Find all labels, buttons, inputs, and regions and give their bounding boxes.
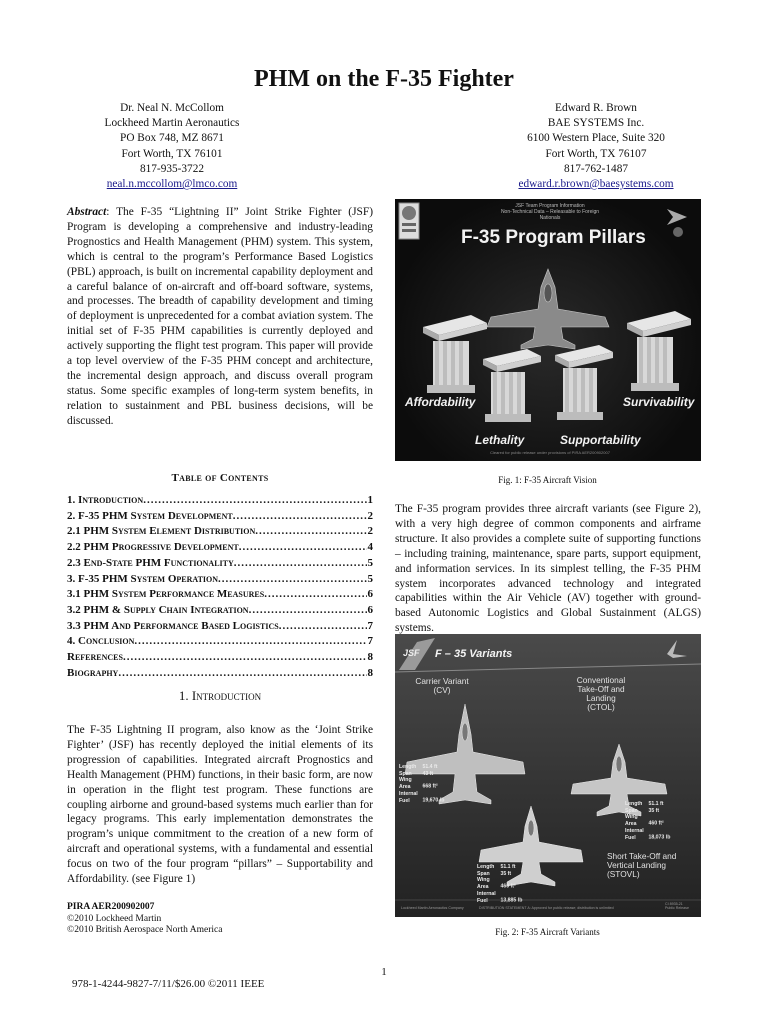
- toc-entry-page: 2: [367, 525, 373, 538]
- pillar-label-survivability: Survivability: [623, 395, 695, 409]
- slide-title: F – 35 Variants: [435, 648, 513, 660]
- toc-entry-label: 2.3 End-State PHM Functionality: [67, 556, 234, 569]
- pillar-icon: [555, 345, 613, 420]
- toc-leader-dots: [279, 619, 367, 635]
- toc-leader-dots: [233, 509, 367, 525]
- toc-entry[interactable]: [67, 556, 373, 572]
- toc-entry[interactable]: [67, 524, 373, 540]
- author-name: Edward R. Brown: [555, 102, 637, 114]
- toc-leader-dots: [234, 556, 367, 572]
- author-phone: 817-762-1487: [563, 162, 628, 175]
- copyright-line: ©2010 British Aerospace North America: [67, 925, 223, 936]
- toc-entry-label: 2. F-35 PHM System Development: [67, 509, 233, 522]
- toc-entry-page: 5: [367, 556, 373, 569]
- spec-key: Internal Fuel: [399, 790, 418, 804]
- spec-table-ctol: [625, 801, 670, 841]
- toc-leader-dots: [249, 603, 367, 619]
- slide-title: F-35 Program Pillars: [461, 227, 646, 248]
- copyright-block: [67, 902, 373, 937]
- spec-value: 35 ft: [500, 870, 512, 877]
- toc-entry[interactable]: [67, 509, 373, 525]
- slide-header-line: JSF Team Program Information: [515, 203, 585, 209]
- spec-value: 460 ft²: [500, 884, 516, 891]
- toc-entry-label: Biography: [67, 666, 119, 679]
- abstract-text: The F-35 “Lightning II” Joint Strike Fighter (JSF) Program is developing a comprehensive and industry-leading Prognostics and Health Management (PHM) system. This system, which is central to the program’s Performance Based Logistics (PBL) approach, is built on incremental capability deployment and a careful balance of on-aircraft and off-board software, systems, and processes. The breadth of capability development and timing of deployment is unprecedented for a combat aviation system. The initial set of F-35 PHM capabilities is currently deployed and actively supporting the flight test program. This paper will provide a top level overview of the F-35 PHM concept and architecture, the incremental design approach, and discuss overall program status. Some specific examples of long-term system benefits, in relation to sustainment and PBL business decisions, will be discussed.: [67, 206, 373, 427]
- spec-key: Wing Area: [625, 814, 638, 828]
- slide-footer: Cleared for public release under provisions of PIRA AER200902007: [490, 450, 610, 455]
- toc-leader-dots: [134, 634, 366, 650]
- figure-2-slide: [395, 634, 701, 917]
- toc-entry-page: 8: [367, 666, 373, 679]
- figure-1-slide: [395, 199, 701, 461]
- toc-entry-page: 8: [367, 651, 373, 664]
- toc-leader-dots: [255, 524, 366, 540]
- isbn-footer: 978-1-4244-9827-7/11/$26.00 ©2011 IEEE: [72, 978, 265, 990]
- toc-entry-label: 2.1 PHM System Element Distribution: [67, 525, 256, 538]
- author-email-link[interactable]: edward.r.brown@baesystems.com: [518, 178, 674, 191]
- spec-key: Length: [625, 801, 643, 807]
- spec-value: 460 ft²: [648, 821, 664, 828]
- author-block-2: [446, 101, 746, 192]
- slide-footer-company: Lockheed Martin Aeronautics Company: [401, 906, 464, 910]
- author-name: Dr. Neal N. McCollom: [120, 102, 224, 114]
- slide-footer-distribution: DISTRIBUTION STATEMENT A: Approved for public release; distribution is unlimited: [479, 906, 614, 910]
- variant-label-ctol: [561, 676, 641, 712]
- author-address-line: Fort Worth, TX 76107: [545, 147, 647, 160]
- toc-entry-page: 5: [367, 572, 373, 585]
- slide-footer-line: Public Release: [665, 906, 689, 910]
- toc-entry[interactable]: [67, 619, 373, 635]
- toc-entry[interactable]: [67, 587, 373, 603]
- table-of-contents: [67, 493, 373, 681]
- variant-label-line: Vertical Landing: [607, 860, 667, 870]
- variant-label-stovl: [607, 852, 697, 879]
- toc-entry[interactable]: [67, 493, 373, 509]
- toc-entry-label: 2.2 PHM Progressive Development: [67, 541, 239, 554]
- paper-title: PHM on the F-35 Fighter: [254, 66, 514, 92]
- spec-key: Internal Fuel: [625, 827, 644, 841]
- spec-key: Wing Area: [477, 877, 490, 891]
- toc-entry-label: 3.3 PHM And Performance Based Logistics: [67, 619, 279, 632]
- pillar-icon: [423, 315, 487, 393]
- spec-key: Internal Fuel: [477, 890, 496, 904]
- author-org: BAE SYSTEMS Inc.: [547, 117, 645, 130]
- variant-label-line: Take-Off and: [577, 684, 625, 694]
- spec-key: Span: [625, 807, 638, 814]
- spec-table-cv: [399, 764, 444, 804]
- toc-entry[interactable]: [67, 540, 373, 556]
- toc-entry-page: 7: [367, 619, 373, 632]
- author-address-line: PO Box 748, MZ 8671: [120, 132, 224, 145]
- variant-label-line: Conventional: [576, 675, 626, 685]
- toc-leader-dots: [218, 572, 366, 588]
- toc-leader-dots: [118, 666, 366, 682]
- pillar-label-affordability: Affordability: [405, 395, 476, 409]
- variant-label-cv: [401, 677, 483, 695]
- spec-key: Wing Area: [399, 777, 412, 791]
- toc-entry-page: 1: [367, 494, 373, 506]
- author-block-1: [22, 101, 322, 192]
- spec-key: Span: [477, 870, 490, 877]
- toc-leader-dots: [143, 493, 366, 509]
- toc-entry-label: 3. F-35 PHM System Operation: [67, 572, 219, 585]
- spec-value: 51.1 ft: [648, 801, 664, 807]
- toc-entry-label: 3.2 PHM & Supply Chain Integration: [67, 603, 249, 616]
- author-phone: 817-935-3722: [139, 162, 204, 175]
- author-address-line: 6100 Western Place, Suite 320: [527, 132, 665, 145]
- figure-2-caption: Fig. 2: F-35 Aircraft Variants: [495, 927, 600, 937]
- variant-label-line: (STOVL): [607, 869, 640, 879]
- section-heading: 1. Introduction: [178, 688, 262, 703]
- abstract-label: Abstract: [67, 206, 107, 218]
- variant-label-line: Landing: [586, 693, 616, 703]
- spec-key: Span: [399, 770, 412, 777]
- slide-header-line: Non-Technical Data – Releasable to Foreign Nationals: [500, 209, 600, 221]
- toc-entry-page: 6: [367, 603, 373, 616]
- slide-header: [490, 203, 610, 221]
- toc-entry-label: 4. Conclusion: [67, 635, 135, 648]
- slide-footer-line: CI 8935-21: [665, 902, 683, 906]
- spec-value: 19,670 lb: [422, 797, 445, 804]
- spec-value: 43 ft: [422, 770, 434, 777]
- spec-value: 51.1 ft: [500, 864, 516, 870]
- pillar-icon: [483, 349, 541, 422]
- spec-value: 13,885 lb: [500, 897, 523, 904]
- page-number: 1: [381, 966, 387, 978]
- spec-key: Length: [399, 764, 417, 770]
- author-email-link[interactable]: neal.n.mccollom@lmco.com: [106, 178, 238, 191]
- toc-entry-label: 3.1 PHM System Performance Measures: [67, 588, 265, 601]
- figure-1-caption: Fig. 1: F-35 Aircraft Vision: [498, 475, 597, 485]
- dod-seal-icon: [399, 203, 419, 239]
- spec-value: 18,073 lb: [648, 834, 671, 841]
- toc-entry[interactable]: [67, 666, 373, 682]
- toc-entry-label: 1. Introduction: [67, 494, 144, 506]
- toc-entry-page: 7: [367, 635, 373, 648]
- variant-label-line: Short Take-Off and: [607, 851, 677, 861]
- author-address-line: Fort Worth, TX 76101: [121, 147, 223, 160]
- toc-heading: Table of Contents: [171, 472, 269, 484]
- copyright-line: ©2010 Lockheed Martin: [67, 913, 162, 924]
- variant-label-line: (CV): [433, 685, 451, 695]
- spec-key: Length: [477, 864, 495, 870]
- toc-entry-page: 2: [367, 509, 373, 522]
- toc-entry-page: 4: [367, 541, 373, 554]
- pillar-label-supportability: Supportability: [560, 433, 641, 447]
- toc-entry[interactable]: [67, 650, 373, 666]
- toc-entry[interactable]: [67, 634, 373, 650]
- variants-paragraph: The F-35 program provides three aircraft variants (see Figure 2), with a very high degree of common components and airframe structure. It also provides a complete suite of supporting functions – including training, maintenance, spare parts, support equipment, and information services. In its simplest telling, the F-35 PHM system incorporates advanced technology and integrated capabilities within the Air Vehicle (AV) together with ground-based Autonomic Logistics and Global Sustainment (ALGS) systems.: [395, 503, 701, 635]
- toc-leader-dots: [239, 540, 367, 556]
- slide-footer-release: [665, 902, 689, 910]
- toc-entry-label: References: [67, 651, 123, 664]
- variant-label-line: Carrier Variant: [415, 676, 469, 686]
- pira-number: PIRA AER200902007: [67, 902, 155, 912]
- pillar-label-lethality: Lethality: [475, 433, 525, 447]
- spec-value: 668 ft²: [422, 784, 438, 791]
- variant-label-line: (CTOL): [587, 702, 615, 712]
- jsf-logo-icon: [667, 209, 687, 237]
- f35-aircraft-icon: [487, 269, 609, 349]
- author-org: Lockheed Martin Aeronautics: [104, 117, 240, 130]
- toc-entry[interactable]: [67, 572, 373, 588]
- pillar-icon: [627, 311, 691, 391]
- abstract: Abstract: The F-35 “Lightning II” Joint Strike Fighter (JSF) Program is developing a comprehensive and industry-leading Prognostics and Health Management (PHM) system. This system, which is central to the program’s Performance Based Logistics (PBL) approach, is built on incremental capability deployment and a careful balance of on-aircraft and off-board software, systems, and processes. The breadth of capability development and timing of deployment is unprecedented for a combat aviation system. The initial set of F-35 PHM capabilities is currently deployed and actively supporting the flight test program. This paper will provide a top level overview of the F-35 PHM concept and architecture, the incremental design approach, and discuss overall program status. Some specific examples of long-term system benefits, in relation to sustainment and PBL business decisions, will be discussed.: [67, 206, 373, 427]
- jsf-logo-text: JSF: [403, 648, 420, 658]
- spec-table-stovl: [477, 864, 522, 904]
- introduction-text: The F-35 Lightning II program, also know as the ‘Joint Strike Fighter’ (JSF) has recently deployed the initial elements of its progression of capabilities. Integrated aircraft Prognostics and Health Management (PHM) functions, in their basic form, are now in operation in the flight test program. These functions are coupling airborne and ground-based systems much earlier than for legacy programs. This early implementation demonstrates the program’s unique commitment to the creation of a new form of aircraft and operational systems, with a fundamental and essential focus on two of the four program “pillars” – Supportability and Affordability. (see Figure 1): [67, 724, 373, 886]
- toc-entry-page: 6: [367, 588, 373, 601]
- spec-value: 35 ft: [648, 807, 660, 814]
- toc-entry[interactable]: [67, 603, 373, 619]
- spec-value: 51.4 ft: [422, 764, 438, 770]
- toc-leader-dots: [264, 587, 366, 603]
- toc-leader-dots: [123, 650, 367, 666]
